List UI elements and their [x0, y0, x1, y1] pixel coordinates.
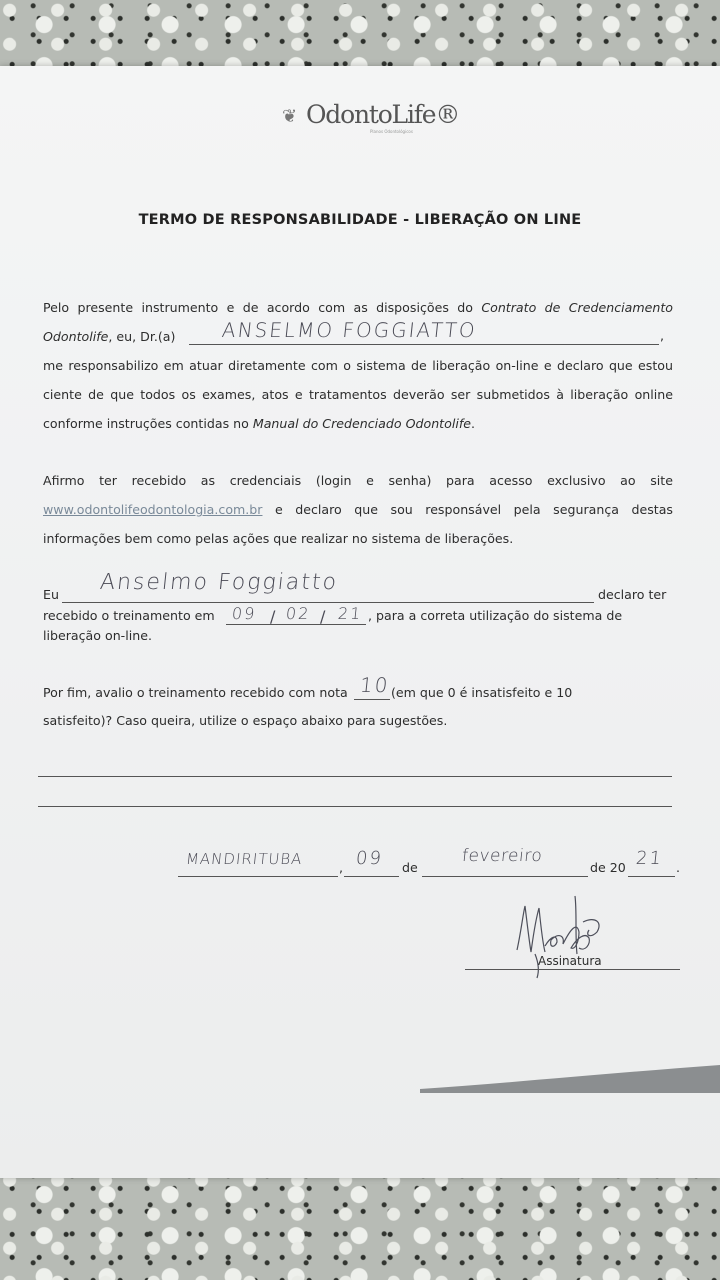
document-title: TERMO DE RESPONSABILIDADE - LIBERAÇÃO ON LINE [138, 212, 582, 228]
logo-subtitle: Planos Odontológicos [370, 129, 413, 134]
training-date-month: 02 [285, 604, 312, 623]
training-line-2-end: , para a correta utilização do sistema de [368, 608, 623, 623]
doctor-name-handwritten: ANSELMO FOGGIATTO [220, 318, 478, 342]
p1-comma: , [660, 328, 665, 343]
training-date-year: 21 [337, 604, 364, 623]
declaro-label: declaro ter [598, 587, 667, 602]
p2-line-3: informações bem como pelas ações que realizar no sistema de liberações. [43, 531, 514, 546]
training-date-day: 09 [231, 604, 258, 623]
de-label-2: de 20 [590, 860, 626, 875]
year-handwritten: 21 [634, 848, 665, 869]
p1-line-2: Odontolife, eu, Dr.(a) [43, 329, 176, 344]
training-line-3: liberação on-line. [43, 628, 152, 643]
signature-line [465, 969, 680, 970]
date-slash-2: / [320, 607, 326, 626]
tooth-icon: ❦ [282, 106, 298, 127]
evaluation-line-2: satisfeito)? Caso queira, utilize o espaço abaixo para sugestões. [43, 713, 448, 728]
site-link: www.odontolifeodontologia.com.br [43, 502, 263, 517]
month-handwritten: fevereiro [460, 846, 544, 866]
training-date-label: recebido o treinamento em [43, 608, 215, 623]
logo-text: OdontoLife® [306, 100, 460, 129]
place-comma: , [339, 860, 344, 875]
p1-line-1: Pelo presente instrumento e de acordo com as disposições do Contrato de Credenciamento [43, 300, 673, 315]
p1-line-3: me responsabilizo em atuar diretamente com o sistema de liberação on-line e declaro que estou [43, 358, 673, 373]
grade-handwritten: 10 [358, 673, 391, 697]
granite-background-top [0, 0, 720, 72]
signature-label: Assinatura [538, 954, 602, 968]
decorative-swoosh [420, 1065, 720, 1093]
evaluation-scale: (em que 0 é insatisfeito e 10 [391, 685, 573, 700]
suggestion-line-2 [38, 806, 672, 807]
p2-line-1: Afirmo ter recebido as credenciais (login e senha) para acesso exclusivo ao site [43, 473, 673, 488]
p1-line-4: ciente de que todos os exames, atos e tratamentos deverão ser submetidos à liberação online [43, 387, 673, 402]
place-end: . [676, 860, 681, 875]
day-handwritten: 09 [354, 848, 385, 869]
granite-background-bottom [0, 1170, 720, 1280]
p1-line-5: conforme instruções contidas no Manual do Credenciado Odontolife. [43, 416, 476, 431]
date-slash-1: / [270, 607, 276, 626]
eu-label: Eu [43, 587, 59, 602]
suggestion-line-1 [38, 776, 672, 777]
de-label-1: de [402, 860, 418, 875]
evaluation-label: Por fim, avalio o treinamento recebido com nota [43, 685, 348, 700]
city-handwritten: MANDIRITUBA [185, 850, 304, 868]
trainee-name-handwritten: Anselmo Foggiatto [98, 570, 340, 595]
p2-line-2: www.odontolifeodontologia.com.br e declaro que sou responsável pela segurança destas [43, 502, 673, 517]
